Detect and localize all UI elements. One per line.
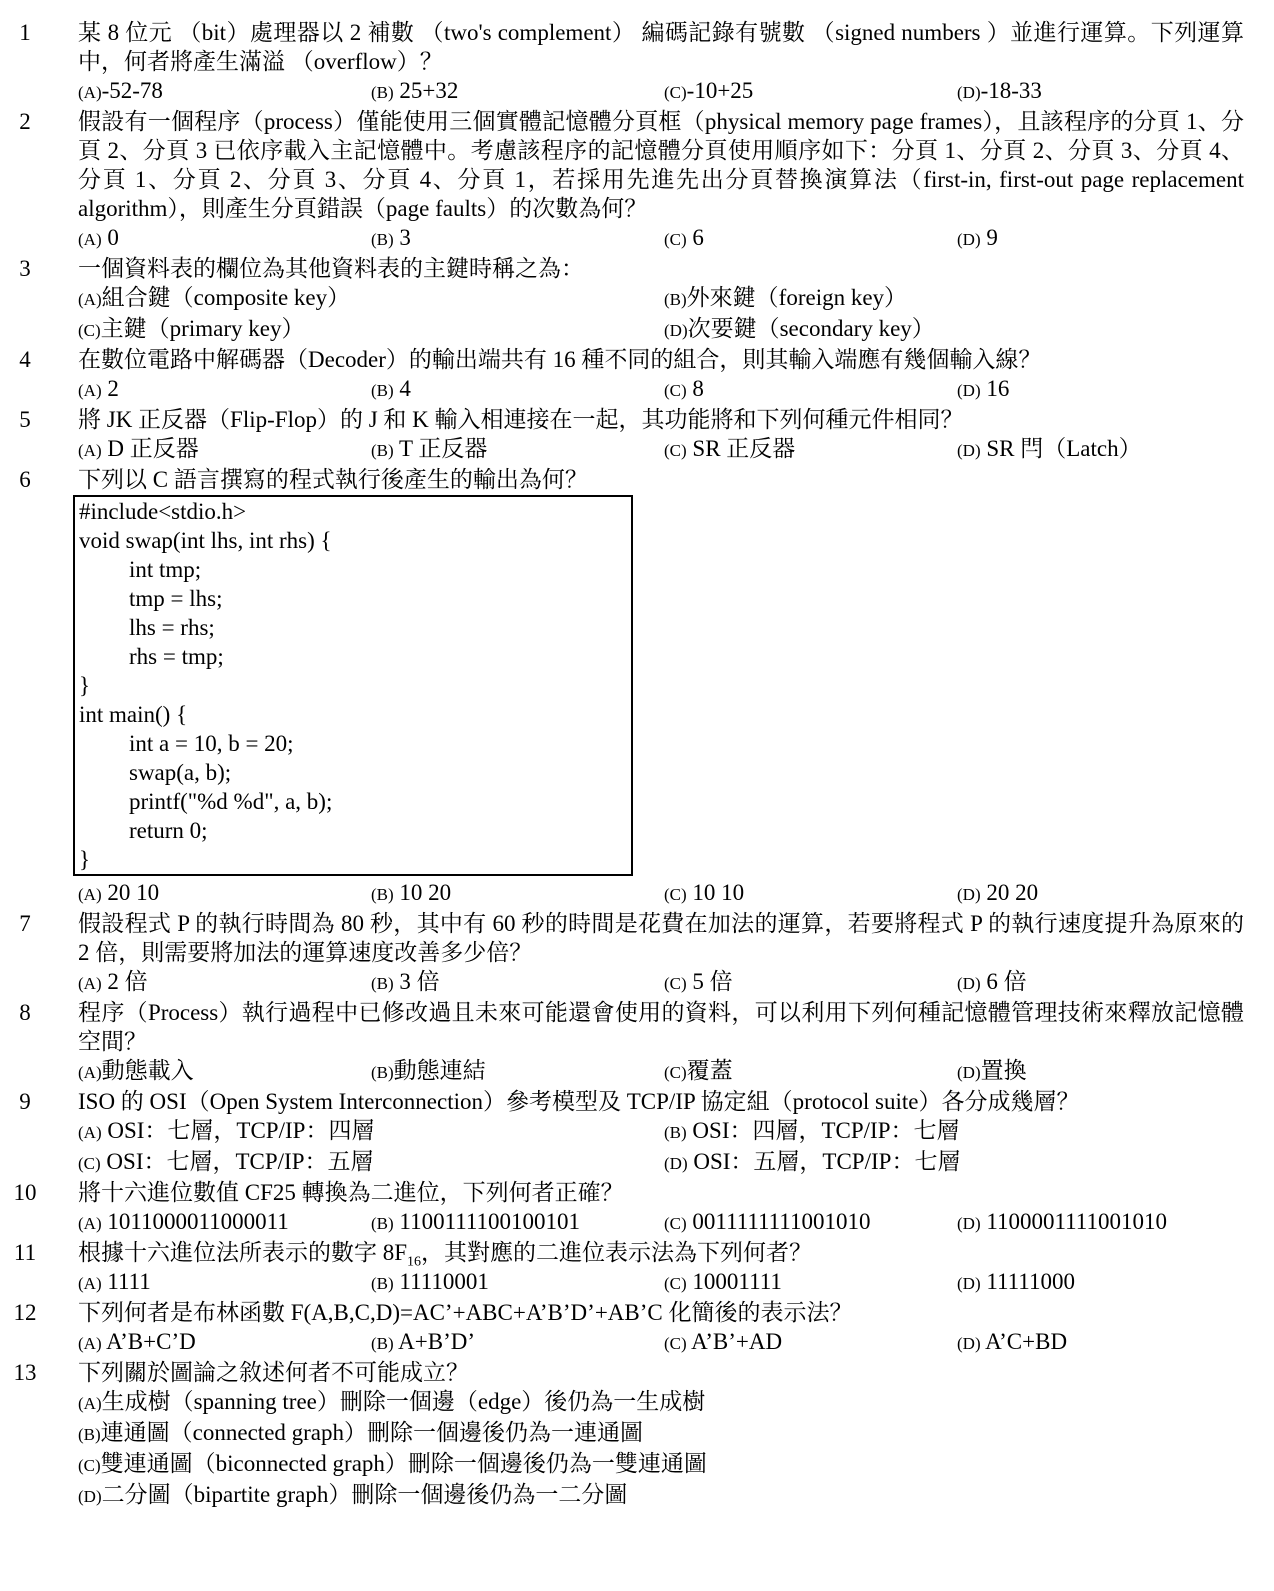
option-d [78,1480,1244,1511]
option-text: SR 閂（Latch） [980,436,1142,461]
option-d [957,223,1250,254]
options-row [78,374,1244,405]
option-label: (B) [371,885,394,904]
question-4 [0,345,1274,405]
question-number: 11 [13,1240,37,1265]
option-c [664,878,957,909]
option-label: (B) [371,1214,394,1233]
question-6 [0,465,1274,909]
options-row [78,1327,1244,1358]
option-b [371,1207,664,1238]
option-label: (D) [957,381,981,400]
option-text: 雙連通圖（biconnected graph）刪除一個邊後仍為一雙連通圖 [100,1451,707,1476]
question-number: 4 [19,347,31,372]
option-text: 25+32 [393,78,459,103]
option-a [78,1207,371,1238]
option-label: (B) [78,1425,101,1444]
option-label: (D) [664,1154,688,1173]
option-c [664,1327,957,1358]
options-grid [78,1116,1244,1178]
option-label: (C) [664,381,687,400]
question-11 [0,1238,1274,1298]
option-label: (D) [957,974,981,993]
code-box [73,495,633,876]
question-number: 8 [19,1000,31,1025]
question-stem: 假設有一個程序（process）僅能使用三個實體記憶體分頁框（physical memory page frames），且該程序的分頁 1、分頁 2、分頁 3 已依序載入主記憶體中。考慮該程序的記憶體分頁使用順序如下：分頁 1、分頁 2、分頁 3、分頁 4、分頁 1、分頁 2、分頁 3、分頁 4、分頁 1，若採用先進先出分頁替換演算法（first-in, first-out page replacement algorithm），則產生分頁錯誤（page faults）的次數為何？ [78,109,1245,221]
option-text: A’B+C’D [101,1329,196,1354]
question-stem [78,1238,1244,1270]
option-b [371,878,664,909]
option-label: (C) [664,1334,687,1353]
option-label: (C) [664,885,687,904]
option-text: 生成樹（spanning tree）刪除一個邊（edge）後仍為一生成樹 [101,1389,706,1414]
option-d [957,967,1250,998]
option-label: (B) [664,1123,687,1142]
option-a [78,1116,664,1147]
question-stem: 程序（Process）執行過程中已修改過且未來可能還會使用的資料，可以利用下列何種記憶體管理技術來釋放記憶體空間？ [78,1000,1244,1054]
options-row [78,1267,1244,1298]
question-8 [0,998,1274,1087]
option-label: (C) [664,441,687,460]
option-c [664,1267,957,1298]
option-text: 10001111 [686,1269,782,1294]
option-d [957,1207,1250,1238]
option-text: T 正反器 [393,436,488,461]
option-text: 4 [393,376,411,401]
option-b [78,1418,1244,1449]
option-label: (C) [664,230,687,249]
option-a [78,878,371,909]
option-label: (D) [664,321,688,340]
question-number: 1 [19,20,31,45]
option-label: (D) [957,1063,981,1082]
option-d [957,1267,1250,1298]
option-label: (D) [957,441,981,460]
option-b [371,967,664,998]
option-text: 二分圖（bipartite graph）刪除一個邊後仍為一二分圖 [101,1482,628,1507]
option-label: (A) [78,1334,102,1353]
option-text: -10+25 [686,78,754,103]
option-d [957,1327,1250,1358]
option-label: (D) [957,1214,981,1233]
option-text: 6 倍 [980,969,1027,994]
option-label: (B) [371,441,394,460]
option-text: 11110001 [393,1269,489,1294]
option-a [78,1387,1244,1418]
question-stem: 假設程式 P 的執行時間為 80 秒，其中有 60 秒的時間是花費在加法的運算，若要將程式 P 的執行速度提升為原來的 2 倍，則需要將加法的運算速度改善多少倍？ [78,911,1244,965]
option-d [664,314,1250,345]
code-line: int a = 10, b = 20; [129,731,294,756]
option-text: 3 [393,225,411,250]
option-label: (A) [78,230,102,249]
question-stem: 在數位電路中解碼器（Decoder）的輸出端共有 16 種不同的組合，則其輸入端應有幾個輸入線？ [78,347,1042,372]
option-label: (C) [78,1154,101,1173]
option-text: 外來鍵（foreign key） [686,285,908,310]
code-line: void swap(int lhs, int rhs) { [79,528,332,553]
question-13 [0,1358,1274,1511]
option-text: 0011111111001010 [686,1209,871,1234]
option-c [78,314,664,345]
option-text: 16 [980,376,1010,401]
question-number: 7 [19,911,31,936]
option-a [78,1267,371,1298]
option-label: (A) [78,1394,102,1413]
option-text: 11111000 [980,1269,1075,1294]
option-text: D 正反器 [101,436,199,461]
question-number: 10 [13,1180,37,1205]
code-line: printf("%d %d", a, b); [129,789,333,814]
question-number: 2 [19,109,31,134]
option-a [78,1327,371,1358]
option-text: 10 10 [686,880,745,905]
option-c [664,1056,957,1087]
option-text: 20 10 [101,880,160,905]
stem-text: 根據十六進位法所表示的數字 8F [78,1240,408,1265]
option-text: 9 [980,225,998,250]
option-text: 8 [686,376,704,401]
option-text: 覆蓋 [686,1058,733,1083]
question-stem: ISO 的 OSI（Open System Interconnection）參考模型及 TCP/IP 協定組（protocol suite）各分成幾層？ [78,1089,1080,1114]
option-text: SR 正反器 [686,436,796,461]
option-label: (D) [957,885,981,904]
option-label: (A) [78,290,102,309]
option-text: OSI：七層，TCP/IP：四層 [101,1118,375,1143]
option-text: 6 [686,225,704,250]
option-text: 動態連結 [393,1058,486,1083]
code-line: #include<stdio.h> [79,499,247,524]
question-stem: 下列以 C 語言撰寫的程式執行後產生的輸出為何？ [78,467,588,492]
option-a [78,223,371,254]
option-b [371,223,664,254]
option-text: 1100001111001010 [980,1209,1167,1234]
option-c [78,1449,1244,1480]
option-label: (B) [371,381,394,400]
option-label: (B) [664,290,687,309]
option-d [957,878,1250,909]
options-row [78,76,1244,107]
question-10 [0,1178,1274,1238]
option-text: OSI：七層，TCP/IP：五層 [100,1149,374,1174]
option-label: (A) [78,1274,102,1293]
question-5 [0,405,1274,465]
option-label: (B) [371,230,394,249]
option-b [371,76,664,107]
option-b [371,1056,664,1087]
option-c [664,374,957,405]
question-stem: 將 JK 正反器（Flip-Flop）的 J 和 K 輸入相連接在一起，其功能將和下列何種元件相同？ [78,407,964,432]
options-list [78,1387,1244,1511]
code-line: tmp = lhs; [129,586,223,611]
option-text: OSI：四層，TCP/IP：七層 [686,1118,960,1143]
option-text: A+B’D’ [393,1329,476,1354]
option-label: (A) [78,1123,102,1142]
option-label: (D) [957,1274,981,1293]
option-label: (B) [371,1063,394,1082]
options-row [78,1207,1244,1238]
options-row [78,223,1244,254]
stem-text: ，其對應的二進位表示法為下列何者？ [421,1240,813,1265]
question-number: 6 [19,467,31,492]
option-b [371,1267,664,1298]
question-number: 9 [19,1089,31,1114]
code-line: swap(a, b); [129,760,232,785]
option-d [957,76,1250,107]
option-text: 2 倍 [101,969,148,994]
option-text: 動態載入 [101,1058,194,1083]
option-text: 主鍵（primary key） [100,316,305,341]
option-a [78,283,664,314]
question-number: 13 [13,1360,37,1385]
code-line: } [79,847,91,872]
question-stem: 一個資料表的欄位為其他資料表的主鍵時稱之為： [78,256,584,281]
option-label: (B) [371,1274,394,1293]
option-b [371,1327,664,1358]
option-text: 5 倍 [686,969,733,994]
options-row [78,967,1244,998]
code-line: int main() { [79,702,188,727]
option-b [664,1116,1250,1147]
option-label: (A) [78,1063,102,1082]
code-line: int tmp; [129,557,202,582]
question-2 [0,107,1274,254]
option-label: (A) [78,1214,102,1233]
option-c [664,967,957,998]
option-label: (C) [78,1456,101,1475]
option-text: 1011000011000011 [101,1209,289,1234]
question-12 [0,1298,1274,1358]
option-a [78,76,371,107]
option-a [78,374,371,405]
option-label: (D) [957,83,981,102]
option-text: -18-33 [980,78,1042,103]
subscript-base: 16 [407,1254,422,1270]
option-c [664,434,957,465]
option-b [664,283,1250,314]
option-c [664,223,957,254]
option-c [664,76,957,107]
question-9 [0,1087,1274,1178]
option-c [664,1207,957,1238]
exam-page [0,18,1274,1511]
option-text: 10 20 [393,880,452,905]
option-label: (A) [78,974,102,993]
option-label: (A) [78,441,102,460]
option-text: 1111 [101,1269,151,1294]
code-line: rhs = tmp; [129,644,224,669]
option-label: (C) [664,83,687,102]
option-text: 2 [101,376,119,401]
question-number: 5 [19,407,31,432]
question-number: 12 [13,1300,37,1325]
option-text: 置換 [980,1058,1027,1083]
option-label: (D) [957,230,981,249]
option-label: (C) [78,321,101,340]
option-a [78,967,371,998]
question-stem: 下列何者是布林函數 F(A,B,C,D)=AC’+ABC+A’B’D’+AB’C 化簡後的表示法？ [78,1300,853,1325]
option-label: (B) [371,1334,394,1353]
option-text: -52-78 [101,78,163,103]
question-stem: 某 8 位元 （bit）處理器以 2 補數 （two's complement） 編碼記錄有號數 （signed numbers ）並進行運算。下列運算中，何者將產生滿溢 （overflow）？ [78,20,1244,74]
option-d [664,1147,1250,1178]
option-a [78,434,371,465]
option-a [78,1056,371,1087]
option-label: (C) [664,974,687,993]
option-text: A’C+BD [980,1329,1068,1354]
option-label: (C) [664,1063,687,1082]
option-label: (B) [371,974,394,993]
option-text: 組合鍵（composite key） [101,285,351,310]
option-text: OSI：五層，TCP/IP：七層 [687,1149,961,1174]
option-d [957,1056,1250,1087]
option-label: (A) [78,83,102,102]
option-d [957,374,1250,405]
option-c [78,1147,664,1178]
options-row [78,878,1244,909]
question-number: 3 [19,256,31,281]
option-label: (C) [664,1274,687,1293]
options-row [78,1056,1244,1087]
question-1 [0,18,1274,107]
option-label: (C) [664,1214,687,1233]
option-label: (A) [78,885,102,904]
question-stem: 下列關於圖論之敘述何者不可能成立？ [78,1360,469,1385]
option-text: 20 20 [980,880,1039,905]
code-line: lhs = rhs; [129,615,215,640]
option-text: 次要鍵（secondary key） [687,316,935,341]
question-7 [0,909,1274,998]
question-stem: 將十六進位數值 CF25 轉換為二進位，下列何者正確？ [78,1180,624,1205]
option-text: 1100111100100101 [393,1209,581,1234]
options-grid [78,283,1244,345]
option-text: A’B’+AD [686,1329,783,1354]
question-3 [0,254,1274,345]
option-label: (B) [371,83,394,102]
option-text: 連通圖（connected graph）刪除一個邊後仍為一連通圖 [100,1420,644,1445]
option-label: (A) [78,381,102,400]
option-text: 0 [101,225,119,250]
options-row [78,434,1244,465]
option-d [957,434,1250,465]
option-label: (D) [957,1334,981,1353]
option-label: (D) [78,1487,102,1506]
option-b [371,374,664,405]
code-line: } [79,673,91,698]
option-b [371,434,664,465]
code-line: return 0; [129,818,208,843]
option-text: 3 倍 [393,969,440,994]
